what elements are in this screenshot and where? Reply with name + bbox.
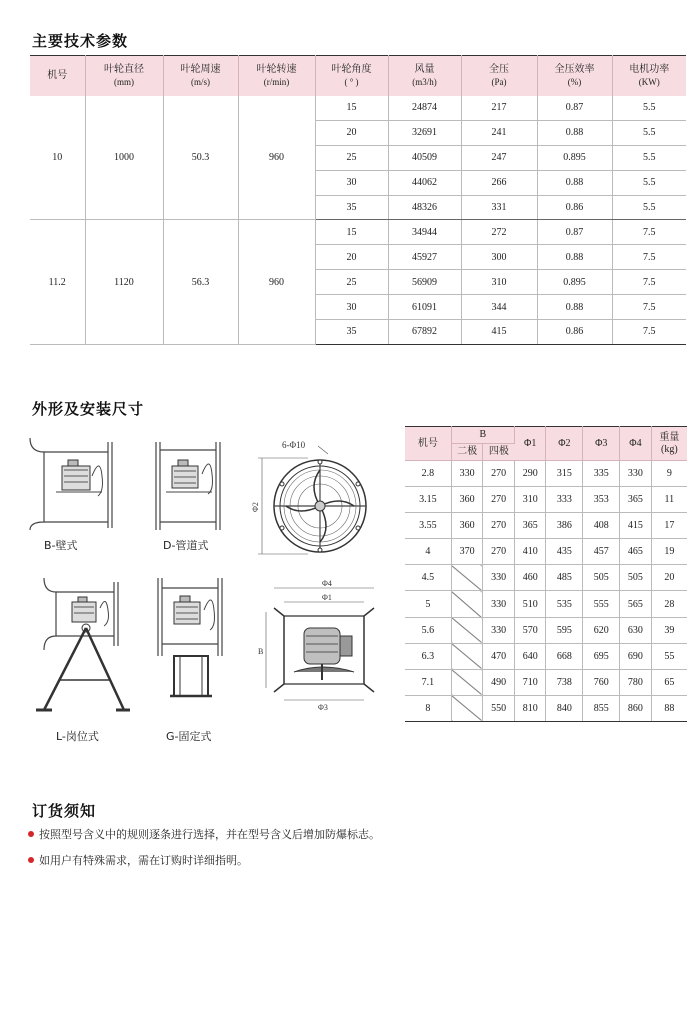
dimension-table (405, 426, 687, 722)
l-type-label: L-岗位式 (56, 730, 99, 743)
spec-cell-angle: 35 (315, 320, 388, 345)
section-title-dimensions: 外形及安装尺寸 (32, 400, 145, 418)
spec-header-unit: (%) (567, 76, 582, 87)
spec-header-label: 全压 (489, 63, 509, 75)
spec-cell-angle: 35 (315, 195, 388, 220)
b-type-label: B-壁式 (44, 539, 78, 552)
spec-cell-pressure: 217 (461, 96, 537, 121)
dim-cell-p1: 460 (514, 565, 546, 591)
dim-row (405, 539, 687, 565)
dim-cell-b2: 330 (451, 461, 483, 487)
dim-row (405, 565, 687, 591)
dim-cell-p1: 410 (514, 539, 546, 565)
dim-header-b: B (451, 427, 514, 444)
dim-cell-p2: 595 (546, 617, 583, 643)
spec-header-cell (612, 56, 686, 96)
dim-cell-p3: 408 (583, 513, 620, 539)
dim-cell-w: 19 (651, 539, 687, 565)
d-type-fan-drawing (150, 440, 230, 532)
spec-cell-eff: 0.88 (537, 245, 612, 270)
dim-cell-b4: 270 (483, 487, 515, 513)
dim-cell-b4: 270 (483, 461, 515, 487)
spec-cell-eff: 0.88 (537, 295, 612, 320)
dim-cell-p4: 330 (620, 461, 652, 487)
dim-cell-p2: 840 (546, 695, 583, 721)
side-b-label: B (258, 647, 264, 656)
dim-cell-p4: 860 (620, 695, 652, 721)
spec-cell-pressure: 241 (461, 120, 537, 145)
spec-header-cell (315, 56, 388, 96)
dim-cell-p2: 333 (546, 487, 583, 513)
dim-cell-p2: 668 (546, 643, 583, 669)
spec-header-label: 叶轮直径 (104, 63, 144, 75)
spec-header-unit: (Pa) (491, 76, 507, 87)
spec-cell-eff: 0.86 (537, 320, 612, 345)
dim-cell-p4: 780 (620, 669, 652, 695)
spec-cell-power: 5.5 (612, 120, 686, 145)
dim-cell-no: 8 (405, 695, 451, 721)
dim-cell-b2 (451, 617, 483, 643)
spec-header-label: 叶轮转速 (256, 63, 297, 75)
spec-cell-pressure: 344 (461, 295, 537, 320)
dim-cell-p2: 485 (546, 565, 583, 591)
spec-header-label: 风量 (414, 63, 435, 75)
side-phi1-label: Φ1 (322, 593, 332, 602)
spec-cell-eff: 0.88 (537, 170, 612, 195)
dim-cell-no: 6.3 (405, 643, 451, 669)
dim-cell-p1: 290 (514, 461, 546, 487)
dim-cell-b4: 270 (483, 513, 515, 539)
spec-cell-flow: 67892 (388, 320, 461, 345)
dim-row (405, 617, 687, 643)
dim-cell-b2 (451, 643, 483, 669)
spec-cell-pressure: 415 (461, 320, 537, 345)
dim-cell-p1: 810 (514, 695, 546, 721)
spec-cell-tip-speed: 50.3 (163, 96, 238, 220)
spec-cell-angle: 30 (315, 295, 388, 320)
spec-cell-angle: 20 (315, 245, 388, 270)
dim-cell-no: 3.55 (405, 513, 451, 539)
spec-header-unit: (mm) (114, 76, 134, 87)
dim-cell-p3: 555 (583, 591, 620, 617)
dim-header-b-four-pole: 四极 (483, 444, 515, 461)
dim-cell-p4: 505 (620, 565, 652, 591)
spec-cell-eff: 0.895 (537, 145, 612, 170)
front-view-drawing (248, 436, 368, 564)
spec-cell-flow: 45927 (388, 245, 461, 270)
dim-row (405, 513, 687, 539)
dim-cell-w: 65 (651, 669, 687, 695)
spec-header-cell (238, 56, 315, 96)
spec-header-label: 全压效率 (554, 63, 595, 75)
spec-cell-power: 7.5 (612, 245, 686, 270)
dim-header-weight (651, 427, 687, 461)
spec-cell-tip-speed: 56.3 (163, 220, 238, 344)
dim-cell-b2: 360 (451, 487, 483, 513)
dim-cell-p2: 315 (546, 461, 583, 487)
dim-cell-b4: 330 (483, 591, 515, 617)
spec-cell-angle: 20 (315, 120, 388, 145)
spec-cell-pressure: 331 (461, 195, 537, 220)
front-holes-label: 6-Φ10 (282, 440, 306, 450)
dim-cell-b2: 360 (451, 513, 483, 539)
spec-cell-pressure: 300 (461, 245, 537, 270)
dim-cell-b2: 370 (451, 539, 483, 565)
dim-row (405, 695, 687, 721)
spec-cell-pressure: 310 (461, 270, 537, 295)
spec-cell-power: 7.5 (612, 270, 686, 295)
dim-cell-p3: 335 (583, 461, 620, 487)
l-type-fan-drawing (30, 576, 130, 716)
side-view-drawing (248, 576, 388, 712)
spec-cell-flow: 24874 (388, 96, 461, 121)
spec-header-cell (388, 56, 461, 96)
spec-cell-flow: 48326 (388, 195, 461, 220)
section-title-main-params: 主要技术参数 (32, 32, 129, 50)
dim-cell-no: 4.5 (405, 565, 451, 591)
bullet-icon (28, 857, 34, 863)
dim-row (405, 643, 687, 669)
dim-header-phi4: Φ4 (620, 427, 652, 461)
spec-header-label: 电机功率 (629, 63, 670, 75)
spec-row (30, 220, 686, 245)
g-type-label: G-固定式 (166, 730, 212, 743)
bullet-icon (28, 831, 34, 837)
spec-header-cell (461, 56, 537, 96)
spec-cell-power: 7.5 (612, 220, 686, 245)
dim-cell-no: 7.1 (405, 669, 451, 695)
dim-cell-no: 5.6 (405, 617, 451, 643)
dim-cell-p1: 640 (514, 643, 546, 669)
spec-cell-flow: 56909 (388, 270, 461, 295)
dim-cell-b4: 270 (483, 539, 515, 565)
dim-cell-p4: 565 (620, 591, 652, 617)
spec-cell-eff: 0.87 (537, 220, 612, 245)
dim-row (405, 591, 687, 617)
spec-cell-angle: 25 (315, 145, 388, 170)
dim-cell-b2 (451, 591, 483, 617)
order-note-2 (28, 852, 248, 868)
dim-cell-p1: 365 (514, 513, 546, 539)
spec-cell-flow: 44062 (388, 170, 461, 195)
dim-cell-b4: 470 (483, 643, 515, 669)
spec-header-unit: (m3/h) (412, 76, 437, 87)
dim-header-phi2: Φ2 (546, 427, 583, 461)
spec-cell-angle: 15 (315, 220, 388, 245)
spec-cell-diameter: 1000 (85, 96, 163, 220)
dim-cell-no: 5 (405, 591, 451, 617)
spec-cell-flow: 61091 (388, 295, 461, 320)
b-type-fan-drawing (22, 436, 122, 532)
spec-header-label: 叶轮周速 (180, 63, 221, 75)
order-note-1 (28, 826, 380, 842)
spec-cell-machine: 11.2 (30, 220, 85, 344)
dim-header-weight-unit: (kg) (661, 443, 678, 455)
spec-cell-pressure: 247 (461, 145, 537, 170)
dim-cell-w: 11 (651, 487, 687, 513)
side-phi4-label: Φ4 (322, 579, 332, 588)
spec-cell-power: 5.5 (612, 195, 686, 220)
spec-cell-machine: 10 (30, 96, 85, 220)
dim-cell-p4: 630 (620, 617, 652, 643)
dim-header-machine: 机号 (405, 427, 451, 461)
spec-cell-power: 5.5 (612, 170, 686, 195)
dim-cell-b4: 330 (483, 617, 515, 643)
dim-header-b-two-pole: 二极 (451, 444, 483, 461)
dim-cell-b2 (451, 669, 483, 695)
spec-cell-flow: 40509 (388, 145, 461, 170)
dim-cell-no: 3.15 (405, 487, 451, 513)
spec-header-unit: ( ° ) (344, 76, 359, 87)
spec-table (30, 55, 686, 345)
dim-cell-p3: 505 (583, 565, 620, 591)
dim-row (405, 461, 687, 487)
spec-cell-pressure: 272 (461, 220, 537, 245)
spec-cell-angle: 15 (315, 96, 388, 121)
section-title-order-notes: 订货须知 (32, 802, 97, 820)
dim-cell-w: 88 (651, 695, 687, 721)
spec-cell-power: 5.5 (612, 96, 686, 121)
g-type-fan-drawing (152, 576, 232, 716)
dim-cell-p1: 510 (514, 591, 546, 617)
dim-cell-b2 (451, 695, 483, 721)
spec-cell-power: 5.5 (612, 145, 686, 170)
spec-cell-eff: 0.86 (537, 195, 612, 220)
spec-header-unit: (KW) (638, 76, 660, 87)
spec-cell-pressure: 266 (461, 170, 537, 195)
dim-cell-p2: 386 (546, 513, 583, 539)
side-phi3-label: Φ3 (318, 703, 328, 712)
dim-cell-no: 2.8 (405, 461, 451, 487)
spec-cell-angle: 30 (315, 170, 388, 195)
d-type-label: D-管道式 (163, 539, 209, 552)
dim-cell-w: 55 (651, 643, 687, 669)
dim-cell-p4: 415 (620, 513, 652, 539)
dim-cell-p4: 365 (620, 487, 652, 513)
order-note-2-text: 如用户有特殊需求，需在订购时详细指明。 (39, 854, 248, 867)
dim-cell-w: 28 (651, 591, 687, 617)
dim-cell-p3: 620 (583, 617, 620, 643)
dim-cell-p1: 710 (514, 669, 546, 695)
spec-cell-flow: 34944 (388, 220, 461, 245)
spec-header-cell (85, 56, 163, 96)
spec-cell-rpm: 960 (238, 96, 315, 220)
dim-cell-p3: 457 (583, 539, 620, 565)
spec-cell-angle: 25 (315, 270, 388, 295)
dim-cell-b4: 330 (483, 565, 515, 591)
spec-header-cell (537, 56, 612, 96)
spec-header-label: 叶轮角度 (331, 63, 372, 75)
dim-cell-p1: 570 (514, 617, 546, 643)
dim-row (405, 487, 687, 513)
dim-cell-w: 39 (651, 617, 687, 643)
dim-cell-p2: 435 (546, 539, 583, 565)
dim-cell-p3: 760 (583, 669, 620, 695)
dim-cell-p2: 535 (546, 591, 583, 617)
spec-cell-rpm: 960 (238, 220, 315, 344)
dim-cell-p3: 695 (583, 643, 620, 669)
dim-cell-b4: 550 (483, 695, 515, 721)
dim-cell-p4: 690 (620, 643, 652, 669)
spec-cell-flow: 32691 (388, 120, 461, 145)
spec-cell-eff: 0.87 (537, 96, 612, 121)
spec-header-unit: (m/s) (191, 76, 210, 87)
spec-cell-eff: 0.895 (537, 270, 612, 295)
dim-cell-p3: 353 (583, 487, 620, 513)
dim-cell-w: 9 (651, 461, 687, 487)
spec-cell-power: 7.5 (612, 320, 686, 345)
spec-header-label: 机号 (47, 70, 68, 82)
spec-header-cell (163, 56, 238, 96)
dim-header-weight-label: 重量 (659, 431, 680, 443)
spec-cell-power: 7.5 (612, 295, 686, 320)
dim-cell-p2: 738 (546, 669, 583, 695)
dim-cell-p4: 465 (620, 539, 652, 565)
dim-cell-no: 4 (405, 539, 451, 565)
dim-cell-p3: 855 (583, 695, 620, 721)
dim-header-phi1: Φ1 (514, 427, 546, 461)
dim-cell-p1: 310 (514, 487, 546, 513)
spec-cell-eff: 0.88 (537, 120, 612, 145)
dim-header-phi3: Φ3 (583, 427, 620, 461)
dim-cell-w: 20 (651, 565, 687, 591)
order-note-1-text: 按照型号含义中的规则逐条进行选择，并在型号含义后增加防爆标志。 (39, 828, 380, 841)
dim-cell-b4: 490 (483, 669, 515, 695)
spec-cell-diameter: 1120 (85, 220, 163, 344)
spec-header-unit: (r/min) (263, 76, 290, 87)
front-phi2-label: Φ2 (251, 502, 260, 512)
spec-row (30, 96, 686, 121)
spec-header-cell (30, 56, 85, 96)
dim-cell-w: 17 (651, 513, 687, 539)
dim-cell-b2 (451, 565, 483, 591)
dim-row (405, 669, 687, 695)
